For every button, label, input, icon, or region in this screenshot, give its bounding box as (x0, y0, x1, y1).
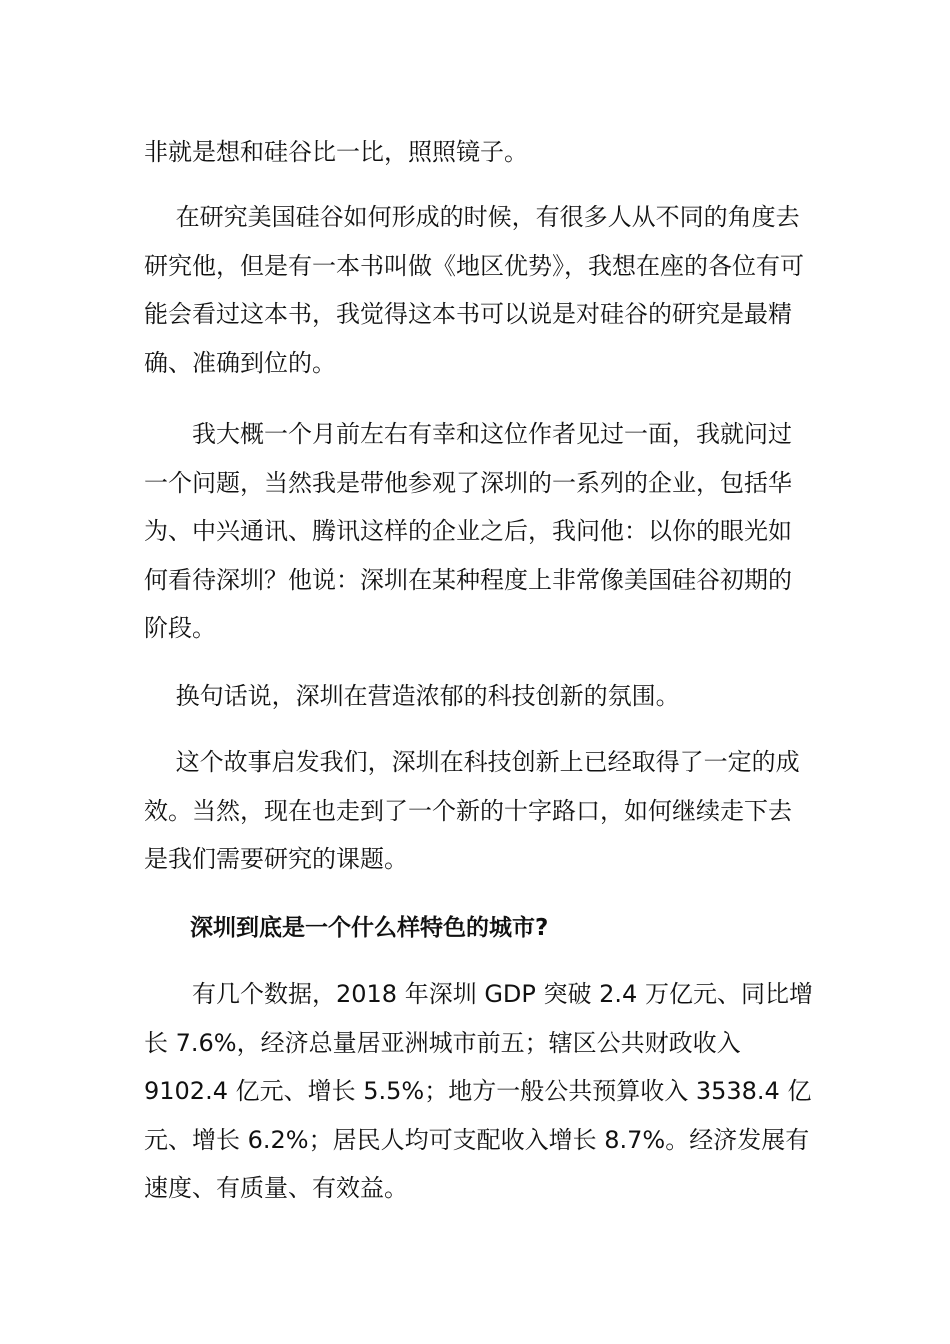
paragraph-atmosphere: 换句话说，深圳在营造浓郁的科技创新的氛围。 (144, 682, 680, 710)
section-heading: 深圳到底是一个什么样特色的城市? (144, 915, 549, 941)
paragraph-story-lesson: 这个故事启发我们，深圳在科技创新上已经取得了一定的成效。当然，现在也走到了一个新的十字路口，如何继续走下去是我们需要研究的课题。 (144, 748, 800, 873)
paragraph-economic-data: 有几个数据，2018 年深圳 GDP 突破 2.4 万亿元、同比增长 7.6%，经济总量居亚洲城市前五；辖区公共财政收入 9102.4 亿元、增长 5.5%；地方一般公共预算收入 3538.4 亿元、增长 6.2%；居民人均可支配收入增长 8.7%。经济发展有速度、有质量、有效益。 (144, 980, 813, 1202)
paragraph-silicon-valley-research: 在研究美国硅谷如何形成的时候，有很多人从不同的角度去研究他，但是有一本书叫做《地区优势》，我想在座的各位有可能会看过这本书，我觉得这本书可以说是对硅谷的研究是最精确、准确到位的。 (144, 203, 804, 377)
paragraph-author-meeting: 我大概一个月前左右有幸和这位作者见过一面，我就问过一个问题，当然我是带他参观了深圳的一系列的企业，包括华为、中兴通讯、腾讯这样的企业之后，我问他：以你的眼光如何看待深圳？他说：深圳在某种程度上非常像美国硅谷初期的阶段。 (144, 420, 792, 642)
paragraph-intro: 非就是想和硅谷比一比，照照镜子。 (144, 138, 528, 166)
